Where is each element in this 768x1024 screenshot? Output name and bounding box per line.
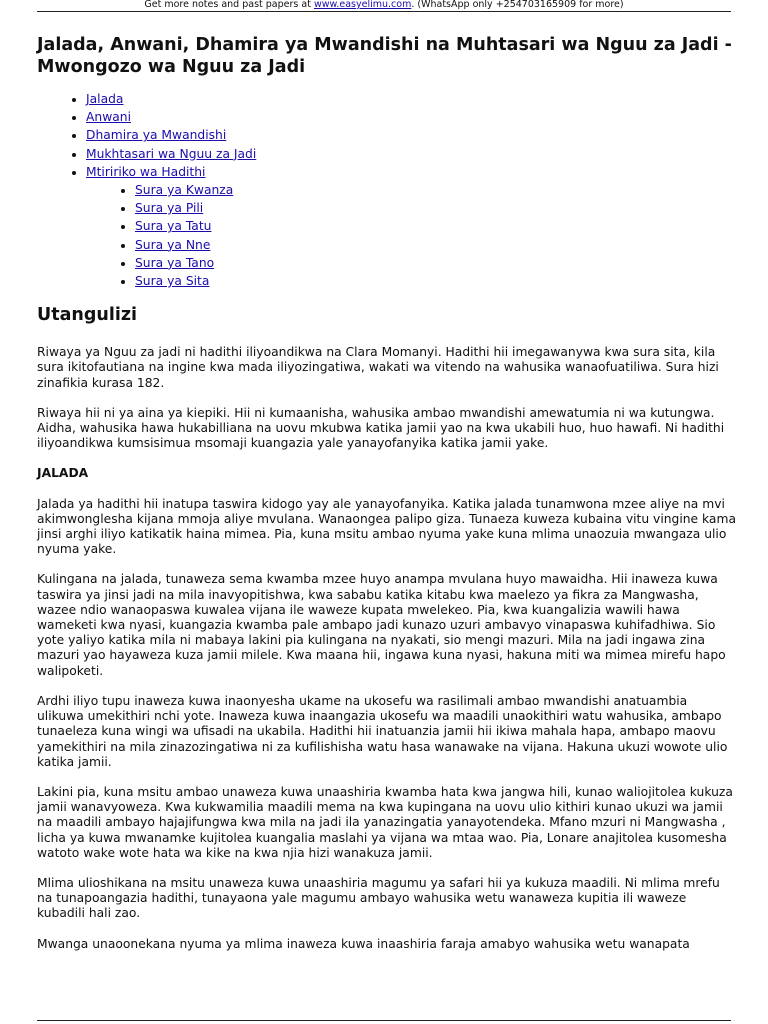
bottom-divider xyxy=(37,1020,731,1021)
toc-link-sura-6[interactable]: Sura ya Sita xyxy=(135,274,210,289)
toc-subitem xyxy=(135,181,737,199)
page-title: Jalada, Anwani, Dhamira ya Mwandishi na Muhtasari wa Nguu za Jadi - Mwongozo wa Nguu za Jadi xyxy=(37,35,732,77)
toc-link-anwani[interactable]: Anwani xyxy=(86,110,132,125)
toc-item xyxy=(86,163,737,290)
table-of-contents xyxy=(37,90,737,290)
toc-link-mukhtasari[interactable]: Mukhtasari wa Nguu za Jadi xyxy=(86,146,257,161)
toc-item xyxy=(86,90,737,108)
toc-link-mtiririko[interactable]: Mtiririko wa Hadithi xyxy=(86,164,206,179)
easyelimu-link[interactable]: www.easyelimu.com xyxy=(313,0,412,10)
toc-link-sura-1[interactable]: Sura ya Kwanza xyxy=(135,183,234,198)
subsection-label: JALADA xyxy=(37,466,89,481)
toc-subitem xyxy=(135,217,737,235)
paragraph: Kulingana na jalada, tunaweza sema kwamba mzee huyo anampa mvulana huyo mawaidha. Hii inaweza kuwa taswira ya jinsi jadi na mila inavyopitishwa, kwa sababu katika kitabu kwa maelezo ya fikra za Mangwasha, wazee ndio wanaopaswa kuwalea vijana ile waweze kupata mwelekeo. Pia, kwa kuangalizia wawili hawa wameketi kwa nyasi, kuangazia kwamba pale ambapo jadi kunazo uzuri ambavyo vinapaswa kuhifadhiwa. Sio yote yaliyo katika mila ni mabaya lakini pia kulingana na nyakati, sio mengi mazuri. Mila na jadi ingawa zina mazuri yao hayaweza kuza jamii milele. Kwa maana hii, ingawa kuna nyasi, hakuna miti wa mimea mirefu hapo walipoketi. xyxy=(37,572,726,678)
section-heading: Utangulizi xyxy=(37,305,138,326)
toc-item xyxy=(86,145,737,163)
toc-sublist xyxy=(86,181,737,290)
paragraph: Riwaya ya Nguu za jadi ni hadithi iliyoandikwa na Clara Momanyi. Hadithi hii imegawanywa kwa sura sita, kila sura ikitofautiana na ingine kwa mada iliyozingatiwa, wakati wa vitendo na wahusika wanaofuatiliwa. Sura hizi zinafikia kurasa 182. xyxy=(37,345,719,390)
banner-prefix: Get more notes and past papers at xyxy=(144,0,314,10)
toc-link-jalada[interactable]: Jalada xyxy=(86,92,124,106)
toc-link-sura-3[interactable]: Sura ya Tatu xyxy=(135,219,212,234)
document-body xyxy=(37,34,737,952)
paragraph: Lakini pia, kuna msitu ambao unaweza kuwa unaashiria kwamba hata kwa jangwa hili, kunao waliojitolea kukuza jamii wanavyoweza. Kwa kukwamilia maadili mema na kwa kupingana na uovu ulio kithiri kunao ukuzi wa jamii na maadili ambayo hajajifungwa kwa mila na jadi ila yanazingatia yanayotendeka. Mfano mzuri ni Mangwasha , licha ya kuwa mwanamke kujitolea kuangalia maslahi ya vijana wa mtaa wao. Pia, Lonare anajitolea kusomesha watoto wake wote hata wa kike na kwa njia hizi wanakuza jamii. xyxy=(37,784,733,860)
toc-item xyxy=(86,108,737,126)
toc-subitem xyxy=(135,236,737,254)
paragraph: Mlima ulioshikana na msitu unaweza kuwa unaashiria magumu ya safari hii ya kukuza maadili. Ni mlima mrefu na tunapoangazia hadithi, tunayaona yale magumu ambayo wahusika wetu wanaweza kupitia ili waweze kubadili hali zao. xyxy=(37,875,720,921)
toc-link-sura-2[interactable]: Sura ya Pili xyxy=(135,201,204,216)
paragraph: Ardhi iliyo tupu inaweza kuwa inaonyesha ukame na ukosefu wa rasilimali ambao mwandishi anatuambia ulikuwa umekithiri nchi yote. Inaweza kuwa inaangazia ukosefu wa maadili unaokithiri watu wahusika, ambapo tunaeleza kuna wingi wa ufisadi na ukabila. Hadithi hii inatuanzia jamii hii ikiwa mahala hapa, ambapo maovu yamekithiri na mila zinazozingatiwa ni za kufilishisha watu hasa wanawake na vijana. Hakuna ukuzi wowote ulio katika jamii. xyxy=(37,693,728,769)
toc-link-dhamira[interactable]: Dhamira ya Mwandishi xyxy=(86,128,227,143)
paragraph: Riwaya hii ni ya aina ya kiepiki. Hii ni kumaanisha, wahusika ambao mwandishi amewatumia ni wa kutungwa. Aidha, wahusika hawa hukabilliana na uovu mkubwa katika jamii yao na kwa ukabili huo, huo hawafi. Ni hadithi iliyoandikwa kumsisimua msomaji kuangazia yale yanayofanyika katika jamii yake. xyxy=(37,405,725,451)
banner-suffix: . (WhatsApp only +254703165909 for more) xyxy=(411,0,624,10)
paragraph: Mwanga unaoonekana nyuma ya mlima inaweza kuwa inaashiria faraja amabyo wahusika wetu wanapata xyxy=(37,936,690,951)
top-banner xyxy=(37,0,731,12)
toc-link-sura-4[interactable]: Sura ya Nne xyxy=(135,237,211,252)
toc-subitem xyxy=(135,254,737,272)
toc-subitem xyxy=(135,272,737,290)
toc-item xyxy=(86,126,737,144)
paragraph: Jalada ya hadithi hii inatupa taswira kidogo yay ale yanayofanyika. Katika jalada tunamwona mzee aliye na mvi akimwonglesha kijana mmoja aliye mvulana. Wanaongea palipo giza. Tunaeza kuweza kubaina vitu vingine kama jinsi arghi iliyo katikatik haina mimea. Pia, kuna msitu ambao nyuma yake kuna mlima unaozuia mwangaza ulio nyuma yake. xyxy=(37,496,736,557)
toc-subitem xyxy=(135,199,737,217)
toc-link-sura-5[interactable]: Sura ya Tano xyxy=(135,255,215,270)
